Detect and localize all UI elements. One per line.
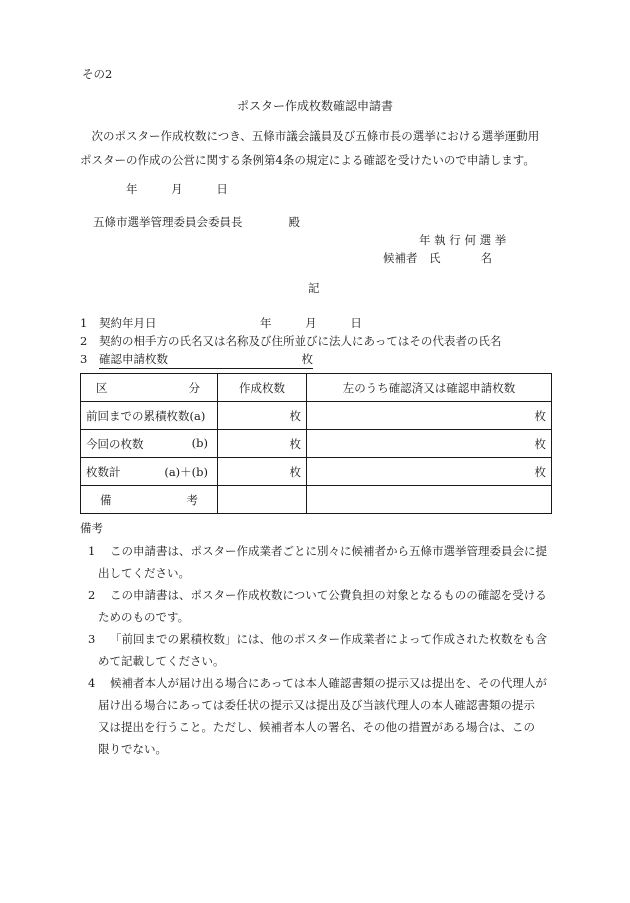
intro-paragraph: [80, 124, 550, 172]
item-1-year: 年: [260, 316, 272, 330]
row-label: [81, 458, 218, 486]
candidate-line: [383, 250, 492, 266]
table-row: [81, 486, 552, 514]
note-number: 2: [88, 588, 96, 602]
table-row: [81, 458, 552, 486]
intro-line-2: ポスターの作成の公営に関する条例第4条の規定による確認を受けたいので申請します。: [80, 153, 535, 167]
note-item: [88, 540, 558, 584]
row-confirmed-cell[interactable]: 枚: [307, 430, 552, 458]
note-number: 1: [88, 544, 96, 558]
note-line: 届け出る場合にあっては委任状の提示又は提出及び当該代理人の本人確認書類の提示: [98, 698, 535, 712]
header-category-a: 区: [96, 380, 108, 395]
row-confirmed-cell[interactable]: 枚: [307, 402, 552, 430]
row-created-cell[interactable]: 枚: [218, 458, 307, 486]
addressee-text: 五條市選挙管理委員会委員長: [93, 215, 243, 229]
note-line: ためのものです。: [98, 610, 190, 624]
addressee: [93, 214, 300, 230]
item-1-day: 日: [350, 316, 362, 330]
item-3-text: 確認申請枚数: [98, 352, 168, 366]
note-line: めて記載してください。: [98, 654, 225, 668]
row-confirmed-cell[interactable]: 枚: [307, 458, 552, 486]
application-date: [126, 181, 228, 197]
header-created-count: 作成枚数: [218, 374, 307, 402]
item-1-month: 月: [305, 316, 317, 330]
item-1-text: 契約年月日: [98, 316, 157, 330]
table-row: [81, 430, 552, 458]
row-created-cell[interactable]: 枚: [218, 430, 307, 458]
election-line: 年 執 行 何 選 挙: [419, 233, 507, 247]
row-label: [81, 486, 218, 514]
note-line: この申請書は、ポスター作成枚数について公費負担の対象となるものの確認を受ける: [110, 588, 547, 602]
row-label-b: 考: [186, 492, 198, 507]
row-label-text: 今回の枚数: [86, 436, 144, 451]
header-category: [81, 374, 218, 402]
note-line: 又は提出を行うこと。ただし、候補者本人の署名、その他の措置がある場合は、この: [98, 720, 535, 734]
note-item: [88, 584, 558, 628]
table-header-row: [81, 374, 552, 402]
note-line: 限りでない。: [98, 742, 167, 756]
item-2-text: 契約の相手方の氏名又は名称及び住所並びに法人にあってはその代表者の氏名: [98, 334, 502, 348]
page-title: ポスター作成枚数確認申請書: [236, 99, 393, 113]
note-line: 「前回までの累積枚数」には、他のポスター作成業者によって作成された枚数をも含: [110, 632, 547, 646]
item-contract-party: [80, 333, 501, 349]
note-line: この申請書は、ポスター作成業者ごとに別々に候補者から五條市選挙管理委員会に提: [110, 544, 547, 558]
item-3-number: 3: [80, 352, 88, 366]
item-1-number: 1: [80, 316, 88, 330]
item-application-count: [80, 351, 313, 369]
row-label-a: 備: [100, 492, 112, 507]
note-number: 3: [88, 632, 96, 646]
date-year: 年: [126, 182, 138, 196]
note-number: 4: [88, 676, 96, 690]
form-number-label: その2: [82, 67, 113, 81]
row-label-text: 枚数計: [86, 464, 121, 479]
item-1-date: [260, 315, 362, 331]
row-remarks-cell[interactable]: [218, 486, 307, 514]
row-label: [81, 430, 218, 458]
row-label-tag: (a)＋(b): [164, 464, 208, 479]
row-created-cell[interactable]: 枚: [218, 402, 307, 430]
item-2-number: 2: [80, 334, 88, 348]
count-table: [80, 373, 552, 514]
table-row: [81, 402, 552, 430]
row-label-tag: (b): [191, 435, 208, 450]
note-item: [88, 628, 558, 672]
ki-heading: 記: [308, 281, 320, 295]
date-month: 月: [171, 182, 183, 196]
candidate-label: 候補者 氏: [383, 251, 441, 265]
date-day: 日: [216, 182, 228, 196]
item-3-underline-field: [99, 351, 313, 369]
header-confirmed-count: 左のうち確認済又は確認申請枚数: [307, 374, 552, 402]
note-line: 候補者本人が届け出る場合にあっては本人確認書類の提示又は提出を、その代理人が: [110, 676, 547, 690]
addressee-suffix: 殿: [288, 215, 300, 229]
item-3-unit: 枚: [301, 352, 313, 366]
intro-line-1: 次のポスター作成枚数につき、五條市議会議員及び五條市長の選挙における選挙運動用: [80, 129, 540, 143]
candidate-name-label: 名: [480, 251, 492, 265]
header-category-b: 分: [188, 380, 200, 395]
notes-heading: 備考: [80, 521, 103, 535]
note-line: 出してください。: [98, 566, 190, 580]
row-remarks-cell-wide[interactable]: [307, 486, 552, 514]
note-item: [88, 672, 558, 760]
row-label: 前回までの累積枚数(a): [81, 402, 218, 430]
item-contract-date: [80, 315, 362, 331]
